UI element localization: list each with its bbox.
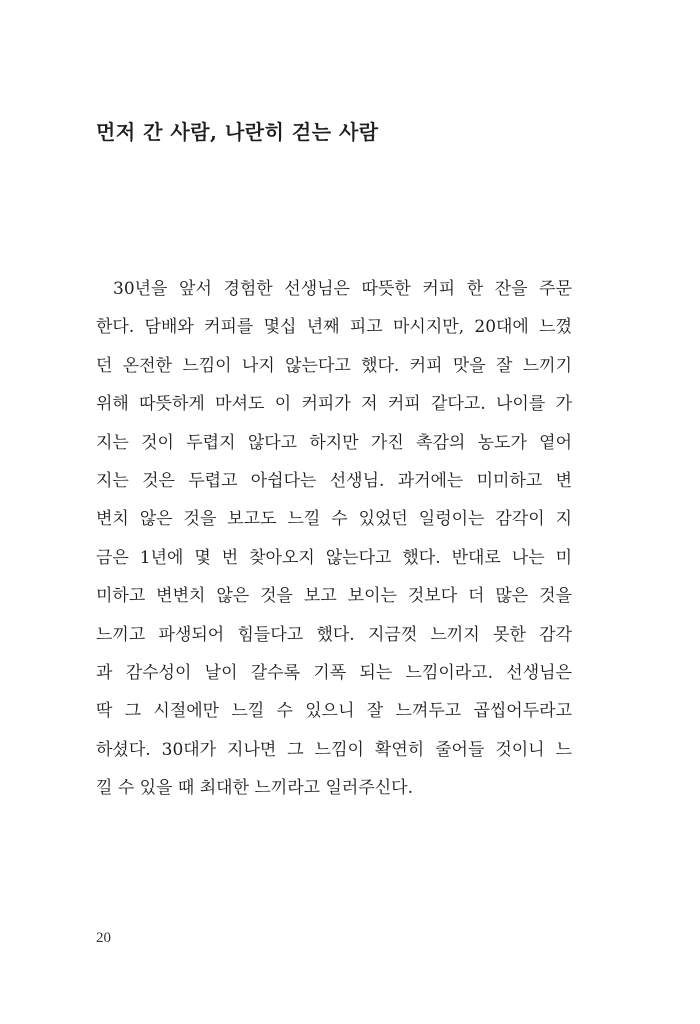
paragraph-line: 미하고 변변치 않은 것을 보고 보이는 것보다 더 많은 것을 — [96, 586, 572, 607]
body-paragraph — [96, 270, 572, 807]
paragraph-line: 변치 않은 것을 보고도 느낄 수 있었던 일렁이는 감각이 지 — [96, 509, 572, 530]
paragraph-line: 지는 것은 두렵고 아쉽다는 선생님. 과거에는 미미하고 변 — [96, 470, 572, 491]
paragraph-line: 과 감수성이 날이 갈수록 기폭 되는 느낌이라고. 선생님은 — [96, 662, 572, 683]
paragraph-line: 던 온전한 느낌이 나지 않는다고 했다. 커피 맛을 잘 느끼기 — [96, 355, 572, 376]
paragraph-line: 느끼고 파생되어 힘들다고 했다. 지금껏 느끼지 못한 감각 — [96, 624, 572, 645]
chapter-title: 먼저 간 사람, 나란히 걷는 사람 — [96, 120, 379, 144]
paragraph-line: 위해 따뜻하게 마셔도 이 커피가 저 커피 같다고. 나이를 가 — [96, 394, 572, 415]
paragraph-line: 한다. 담배와 커피를 몇십 년째 피고 마시지만, 20대에 느꼈 — [96, 317, 572, 338]
page-number: 20 — [96, 930, 111, 946]
paragraph-line: 낄 수 있을 때 최대한 느끼라고 일러주신다. — [96, 778, 414, 799]
paragraph-line: 금은 1년에 몇 번 찾아오지 않는다고 했다. 반대로 나는 미 — [96, 547, 572, 568]
paragraph-line: 30년을 앞서 경험한 선생님은 따뜻한 커피 한 잔을 주문 — [113, 279, 572, 299]
paragraph-line: 딱 그 시절에만 느낄 수 있으니 잘 느껴두고 곱씹어두라고 — [96, 701, 572, 722]
paragraph-line: 하셨다. 30대가 지나면 그 느낌이 확연히 줄어들 것이니 느 — [96, 739, 572, 760]
paragraph-line: 지는 것이 두렵지 않다고 하지만 가진 촉감의 농도가 옅어 — [96, 432, 572, 453]
